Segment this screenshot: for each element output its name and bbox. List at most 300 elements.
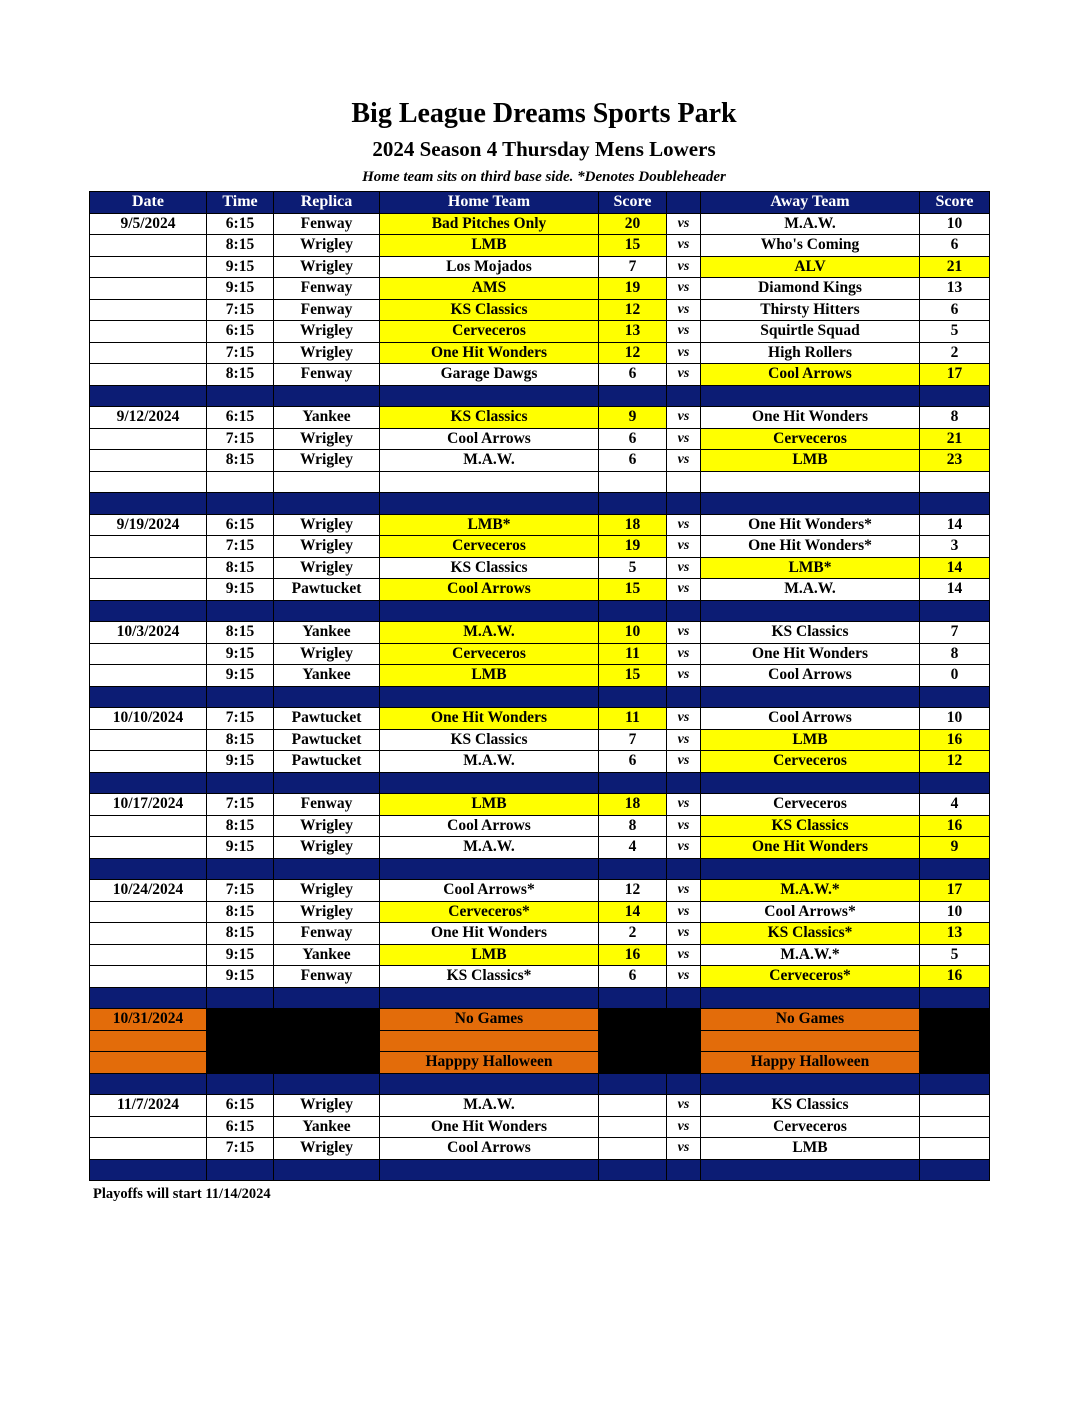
table-row bbox=[90, 794, 990, 816]
replica-cell: Yankee bbox=[274, 407, 380, 429]
time-cell: 9:15 bbox=[207, 579, 274, 601]
home-team-cell: Cool Arrows bbox=[380, 1138, 599, 1160]
table-row bbox=[90, 342, 990, 364]
separator-cell bbox=[667, 772, 701, 794]
column-header-time: Time bbox=[207, 192, 274, 214]
table-row bbox=[90, 557, 990, 579]
date-cell bbox=[90, 278, 207, 300]
time-cell: 8:15 bbox=[207, 557, 274, 579]
date-cell bbox=[90, 235, 207, 257]
vs-cell: vs bbox=[667, 708, 701, 730]
home-team-cell: M.A.W. bbox=[380, 450, 599, 472]
separator-cell bbox=[90, 493, 207, 515]
date-cell bbox=[90, 643, 207, 665]
empty-cell bbox=[599, 471, 667, 493]
away-team-cell: Cerveceros bbox=[701, 751, 920, 773]
home-score-cell bbox=[599, 1138, 667, 1160]
date-cell: 10/17/2024 bbox=[90, 794, 207, 816]
time-cell: 8:15 bbox=[207, 235, 274, 257]
away-team-cell: One Hit Wonders bbox=[701, 643, 920, 665]
replica-cell: Wrigley bbox=[274, 342, 380, 364]
replica-cell: Yankee bbox=[274, 622, 380, 644]
separator-cell bbox=[599, 772, 667, 794]
date-cell bbox=[90, 536, 207, 558]
table-row bbox=[90, 1116, 990, 1138]
date-cell bbox=[90, 944, 207, 966]
separator-cell bbox=[274, 987, 380, 1009]
away-score-cell bbox=[920, 1138, 990, 1160]
replica-cell: Wrigley bbox=[274, 557, 380, 579]
blackout-cell bbox=[274, 1052, 380, 1074]
time-cell: 7:15 bbox=[207, 536, 274, 558]
date-cell bbox=[90, 815, 207, 837]
home-team-cell: Cerveceros bbox=[380, 321, 599, 343]
table-row bbox=[90, 299, 990, 321]
date-cell: 9/19/2024 bbox=[90, 514, 207, 536]
time-cell: 8:15 bbox=[207, 923, 274, 945]
away-score-cell: 14 bbox=[920, 557, 990, 579]
table-row bbox=[90, 1095, 990, 1117]
replica-cell: Wrigley bbox=[274, 321, 380, 343]
away-team-cell: KS Classics bbox=[701, 815, 920, 837]
replica-cell: Fenway bbox=[274, 364, 380, 386]
table-row bbox=[90, 643, 990, 665]
time-cell: 7:15 bbox=[207, 299, 274, 321]
separator-cell bbox=[920, 1159, 990, 1181]
date-cell: 9/5/2024 bbox=[90, 213, 207, 235]
separator-cell bbox=[667, 1159, 701, 1181]
blackout-cell bbox=[274, 1030, 380, 1052]
empty-cell bbox=[920, 471, 990, 493]
date-cell bbox=[90, 557, 207, 579]
vs-cell: vs bbox=[667, 428, 701, 450]
home-score-cell: 7 bbox=[599, 729, 667, 751]
separator-cell bbox=[207, 1073, 274, 1095]
date-cell bbox=[90, 901, 207, 923]
time-cell: 9:15 bbox=[207, 944, 274, 966]
away-score-cell: 21 bbox=[920, 428, 990, 450]
home-score-cell: 18 bbox=[599, 514, 667, 536]
replica-cell: Fenway bbox=[274, 966, 380, 988]
separator-cell bbox=[207, 493, 274, 515]
replica-cell: Wrigley bbox=[274, 256, 380, 278]
blackout-cell bbox=[920, 1052, 990, 1074]
empty-cell bbox=[667, 471, 701, 493]
separator-cell bbox=[380, 858, 599, 880]
replica-cell: Wrigley bbox=[274, 450, 380, 472]
away-score-cell: 10 bbox=[920, 901, 990, 923]
table-row bbox=[90, 944, 990, 966]
separator-cell bbox=[274, 858, 380, 880]
separator-cell bbox=[380, 600, 599, 622]
away-score-cell: 13 bbox=[920, 923, 990, 945]
vs-cell: vs bbox=[667, 278, 701, 300]
home-score-cell: 12 bbox=[599, 880, 667, 902]
table-row bbox=[90, 837, 990, 859]
away-team-cell: Squirtle Squad bbox=[701, 321, 920, 343]
away-score-cell: 8 bbox=[920, 643, 990, 665]
column-header-home-team: Home Team bbox=[380, 192, 599, 214]
home-score-cell: 11 bbox=[599, 643, 667, 665]
vs-cell: vs bbox=[667, 622, 701, 644]
blackout-cell bbox=[599, 1052, 667, 1074]
away-team-cell: Cerveceros bbox=[701, 428, 920, 450]
home-score-cell: 14 bbox=[599, 901, 667, 923]
replica-cell: Wrigley bbox=[274, 1138, 380, 1160]
time-cell: 7:15 bbox=[207, 342, 274, 364]
schedule-note: Home team sits on third base side. *Denotes Doubleheader bbox=[362, 169, 726, 185]
away-team-cell: Cool Arrows* bbox=[701, 901, 920, 923]
vs-cell: vs bbox=[667, 643, 701, 665]
vs-cell: vs bbox=[667, 901, 701, 923]
blackout-cell bbox=[274, 1009, 380, 1031]
away-score-cell: 10 bbox=[920, 213, 990, 235]
date-cell: 10/3/2024 bbox=[90, 622, 207, 644]
home-score-cell: 6 bbox=[599, 751, 667, 773]
home-team-cell: LMB bbox=[380, 794, 599, 816]
table-row bbox=[90, 880, 990, 902]
vs-cell: vs bbox=[667, 514, 701, 536]
home-team-cell: One Hit Wonders bbox=[380, 708, 599, 730]
home-team-cell: M.A.W. bbox=[380, 751, 599, 773]
vs-cell: vs bbox=[667, 450, 701, 472]
date-cell bbox=[90, 428, 207, 450]
table-row bbox=[90, 923, 990, 945]
away-team-cell: Thirsty Hitters bbox=[701, 299, 920, 321]
separator-cell bbox=[599, 686, 667, 708]
separator-cell bbox=[599, 858, 667, 880]
vs-cell: vs bbox=[667, 815, 701, 837]
table-row bbox=[90, 536, 990, 558]
separator-cell bbox=[920, 987, 990, 1009]
away-score-cell: 6 bbox=[920, 299, 990, 321]
separator-cell bbox=[667, 686, 701, 708]
home-score-cell: 16 bbox=[599, 944, 667, 966]
away-score-cell: 10 bbox=[920, 708, 990, 730]
away-score-cell: 16 bbox=[920, 966, 990, 988]
time-cell: 8:15 bbox=[207, 901, 274, 923]
separator-cell bbox=[920, 858, 990, 880]
home-score-cell bbox=[599, 1116, 667, 1138]
home-team-cell: No Games bbox=[380, 1009, 599, 1031]
home-team-cell: Happpy Halloween bbox=[380, 1052, 599, 1074]
time-cell: 7:15 bbox=[207, 428, 274, 450]
holiday-row bbox=[90, 1052, 990, 1074]
away-score-cell: 16 bbox=[920, 815, 990, 837]
date-cell bbox=[90, 1138, 207, 1160]
separator-row bbox=[90, 1159, 990, 1181]
away-team-cell: M.A.W. bbox=[701, 213, 920, 235]
time-cell: 6:15 bbox=[207, 407, 274, 429]
home-team-cell: Cerveceros* bbox=[380, 901, 599, 923]
separator-cell bbox=[667, 600, 701, 622]
separator-cell bbox=[274, 1073, 380, 1095]
time-cell: 6:15 bbox=[207, 213, 274, 235]
home-score-cell: 11 bbox=[599, 708, 667, 730]
playoffs-note: Playoffs will start 11/14/2024 bbox=[93, 1186, 271, 1202]
empty-row bbox=[90, 471, 990, 493]
vs-cell: vs bbox=[667, 321, 701, 343]
away-team-cell: KS Classics bbox=[701, 622, 920, 644]
separator-cell bbox=[599, 987, 667, 1009]
separator-row bbox=[90, 987, 990, 1009]
date-cell bbox=[90, 450, 207, 472]
separator-cell bbox=[207, 858, 274, 880]
separator-row bbox=[90, 772, 990, 794]
time-cell: 9:15 bbox=[207, 751, 274, 773]
blackout-cell bbox=[599, 1030, 667, 1052]
separator-cell bbox=[90, 772, 207, 794]
away-team-cell: One Hit Wonders* bbox=[701, 536, 920, 558]
table-row bbox=[90, 622, 990, 644]
home-team-cell: Cerveceros bbox=[380, 536, 599, 558]
home-score-cell: 9 bbox=[599, 407, 667, 429]
separator-cell bbox=[667, 1073, 701, 1095]
home-team-cell: One Hit Wonders bbox=[380, 1116, 599, 1138]
away-team-cell: M.A.W. bbox=[701, 579, 920, 601]
blackout-cell bbox=[599, 1009, 667, 1031]
date-cell bbox=[90, 364, 207, 386]
away-score-cell: 3 bbox=[920, 536, 990, 558]
separator-cell bbox=[920, 686, 990, 708]
home-team-cell: Cool Arrows bbox=[380, 815, 599, 837]
separator-cell bbox=[701, 600, 920, 622]
home-team-cell: KS Classics bbox=[380, 729, 599, 751]
away-team-cell: Who's Coming bbox=[701, 235, 920, 257]
vs-cell: vs bbox=[667, 665, 701, 687]
vs-cell: vs bbox=[667, 579, 701, 601]
date-cell: 9/12/2024 bbox=[90, 407, 207, 429]
away-team-cell: LMB bbox=[701, 729, 920, 751]
home-team-cell: Cerveceros bbox=[380, 643, 599, 665]
separator-cell bbox=[380, 1159, 599, 1181]
replica-cell: Yankee bbox=[274, 1116, 380, 1138]
table-row bbox=[90, 256, 990, 278]
table-row bbox=[90, 579, 990, 601]
away-team-cell: Cool Arrows bbox=[701, 708, 920, 730]
home-score-cell: 2 bbox=[599, 923, 667, 945]
away-team-cell: LMB* bbox=[701, 557, 920, 579]
table-header-row bbox=[90, 192, 990, 214]
vs-cell: vs bbox=[667, 364, 701, 386]
home-team-cell: KS Classics bbox=[380, 557, 599, 579]
empty-cell bbox=[380, 471, 599, 493]
replica-cell: Wrigley bbox=[274, 428, 380, 450]
table-row bbox=[90, 450, 990, 472]
time-cell: 7:15 bbox=[207, 880, 274, 902]
home-team-cell: M.A.W. bbox=[380, 837, 599, 859]
replica-cell: Fenway bbox=[274, 299, 380, 321]
vs-cell: vs bbox=[667, 923, 701, 945]
home-team-cell bbox=[380, 1030, 599, 1052]
table-row bbox=[90, 428, 990, 450]
blackout-cell bbox=[207, 1009, 274, 1031]
time-cell: 6:15 bbox=[207, 514, 274, 536]
away-score-cell: 5 bbox=[920, 321, 990, 343]
empty-cell bbox=[701, 471, 920, 493]
date-cell bbox=[90, 751, 207, 773]
away-team-cell: Cerveceros* bbox=[701, 966, 920, 988]
separator-cell bbox=[701, 385, 920, 407]
date-cell bbox=[90, 1052, 207, 1074]
home-score-cell: 15 bbox=[599, 579, 667, 601]
home-score-cell: 12 bbox=[599, 342, 667, 364]
separator-cell bbox=[667, 987, 701, 1009]
away-team-cell: No Games bbox=[701, 1009, 920, 1031]
separator-cell bbox=[274, 772, 380, 794]
replica-cell: Wrigley bbox=[274, 514, 380, 536]
table-row bbox=[90, 901, 990, 923]
replica-cell: Wrigley bbox=[274, 815, 380, 837]
home-team-cell: KS Classics* bbox=[380, 966, 599, 988]
time-cell: 6:15 bbox=[207, 1095, 274, 1117]
separator-cell bbox=[207, 772, 274, 794]
vs-cell: vs bbox=[667, 1095, 701, 1117]
replica-cell: Wrigley bbox=[274, 536, 380, 558]
home-score-cell: 6 bbox=[599, 364, 667, 386]
separator-cell bbox=[599, 1073, 667, 1095]
away-score-cell: 12 bbox=[920, 751, 990, 773]
away-score-cell: 6 bbox=[920, 235, 990, 257]
away-team-cell: LMB bbox=[701, 1138, 920, 1160]
blackout-cell bbox=[667, 1009, 701, 1031]
vs-cell: vs bbox=[667, 966, 701, 988]
away-team-cell: LMB bbox=[701, 450, 920, 472]
time-cell: 8:15 bbox=[207, 729, 274, 751]
replica-cell: Pawtucket bbox=[274, 579, 380, 601]
time-cell: 8:15 bbox=[207, 815, 274, 837]
away-score-cell: 16 bbox=[920, 729, 990, 751]
separator-cell bbox=[920, 493, 990, 515]
date-cell bbox=[90, 923, 207, 945]
date-cell bbox=[90, 579, 207, 601]
time-cell: 9:15 bbox=[207, 278, 274, 300]
home-team-cell: AMS bbox=[380, 278, 599, 300]
separator-cell bbox=[701, 1159, 920, 1181]
home-score-cell: 6 bbox=[599, 450, 667, 472]
holiday-row bbox=[90, 1009, 990, 1031]
away-team-cell: One Hit Wonders bbox=[701, 407, 920, 429]
away-score-cell: 14 bbox=[920, 579, 990, 601]
away-team-cell: Diamond Kings bbox=[701, 278, 920, 300]
schedule-table bbox=[89, 191, 990, 1181]
time-cell: 7:15 bbox=[207, 708, 274, 730]
away-team-cell: Cerveceros bbox=[701, 794, 920, 816]
away-team-cell: M.A.W.* bbox=[701, 944, 920, 966]
separator-cell bbox=[380, 987, 599, 1009]
replica-cell: Wrigley bbox=[274, 643, 380, 665]
home-score-cell: 7 bbox=[599, 256, 667, 278]
separator-cell bbox=[207, 385, 274, 407]
vs-cell: vs bbox=[667, 729, 701, 751]
away-score-cell: 17 bbox=[920, 880, 990, 902]
separator-cell bbox=[380, 493, 599, 515]
away-score-cell: 13 bbox=[920, 278, 990, 300]
away-score-cell: 14 bbox=[920, 514, 990, 536]
away-score-cell: 23 bbox=[920, 450, 990, 472]
separator-cell bbox=[380, 1073, 599, 1095]
separator-row bbox=[90, 686, 990, 708]
home-score-cell: 12 bbox=[599, 299, 667, 321]
separator-cell bbox=[274, 600, 380, 622]
replica-cell: Fenway bbox=[274, 213, 380, 235]
table-row bbox=[90, 751, 990, 773]
table-row bbox=[90, 665, 990, 687]
page-subtitle: 2024 Season 4 Thursday Mens Lowers bbox=[372, 137, 716, 161]
home-score-cell: 10 bbox=[599, 622, 667, 644]
vs-cell: vs bbox=[667, 407, 701, 429]
time-cell: 9:15 bbox=[207, 966, 274, 988]
replica-cell: Pawtucket bbox=[274, 729, 380, 751]
separator-cell bbox=[920, 1073, 990, 1095]
home-score-cell: 5 bbox=[599, 557, 667, 579]
away-team-cell: Happy Halloween bbox=[701, 1052, 920, 1074]
separator-cell bbox=[667, 493, 701, 515]
blackout-cell bbox=[207, 1030, 274, 1052]
date-cell bbox=[90, 256, 207, 278]
vs-cell: vs bbox=[667, 299, 701, 321]
table-row bbox=[90, 364, 990, 386]
separator-cell bbox=[207, 1159, 274, 1181]
separator-row bbox=[90, 1073, 990, 1095]
separator-cell bbox=[90, 600, 207, 622]
separator-cell bbox=[207, 686, 274, 708]
separator-cell bbox=[667, 385, 701, 407]
vs-cell: vs bbox=[667, 794, 701, 816]
away-score-cell: 7 bbox=[920, 622, 990, 644]
blackout-cell bbox=[920, 1030, 990, 1052]
replica-cell: Yankee bbox=[274, 665, 380, 687]
away-team-cell: One Hit Wonders bbox=[701, 837, 920, 859]
date-cell bbox=[90, 729, 207, 751]
table-row bbox=[90, 966, 990, 988]
time-cell: 9:15 bbox=[207, 837, 274, 859]
column-header-date: Date bbox=[90, 192, 207, 214]
table-row bbox=[90, 213, 990, 235]
separator-cell bbox=[701, 1073, 920, 1095]
replica-cell: Fenway bbox=[274, 923, 380, 945]
separator-cell bbox=[207, 987, 274, 1009]
vs-cell: vs bbox=[667, 536, 701, 558]
home-team-cell: LMB* bbox=[380, 514, 599, 536]
home-team-cell: LMB bbox=[380, 235, 599, 257]
date-cell: 10/10/2024 bbox=[90, 708, 207, 730]
blackout-cell bbox=[207, 1052, 274, 1074]
home-team-cell: M.A.W. bbox=[380, 1095, 599, 1117]
time-cell: 7:15 bbox=[207, 1138, 274, 1160]
home-score-cell: 6 bbox=[599, 966, 667, 988]
column-header-vs bbox=[667, 192, 701, 214]
separator-cell bbox=[274, 385, 380, 407]
home-team-cell: Cool Arrows* bbox=[380, 880, 599, 902]
separator-cell bbox=[667, 858, 701, 880]
table-row bbox=[90, 729, 990, 751]
empty-cell bbox=[274, 471, 380, 493]
separator-row bbox=[90, 385, 990, 407]
time-cell: 8:15 bbox=[207, 364, 274, 386]
home-team-cell: LMB bbox=[380, 944, 599, 966]
date-cell bbox=[90, 299, 207, 321]
replica-cell: Wrigley bbox=[274, 235, 380, 257]
time-cell: 9:15 bbox=[207, 256, 274, 278]
vs-cell: vs bbox=[667, 1138, 701, 1160]
home-score-cell: 19 bbox=[599, 536, 667, 558]
away-score-cell: 21 bbox=[920, 256, 990, 278]
separator-cell bbox=[599, 1159, 667, 1181]
separator-cell bbox=[380, 385, 599, 407]
table-row bbox=[90, 321, 990, 343]
home-team-cell: KS Classics bbox=[380, 299, 599, 321]
